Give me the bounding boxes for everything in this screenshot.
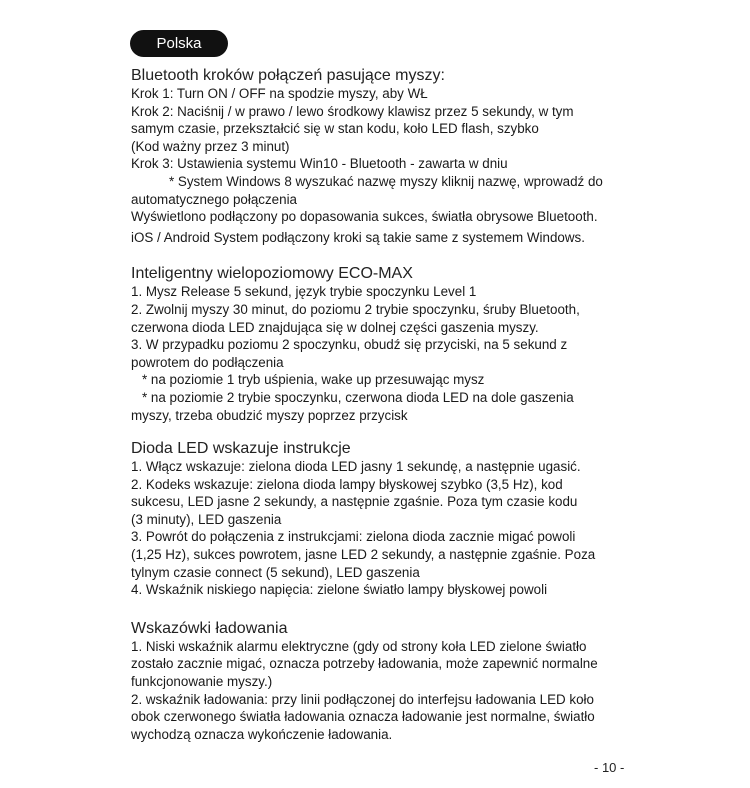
text-line: 1. Niski wskaźnik alarmu elektryczne (gdy od strony koła LED zielone światło — [131, 638, 587, 654]
text-line: Krok 3: Ustawienia systemu Win10 - Bluetooth - zawarta w dniu — [131, 156, 508, 172]
text-line: * na poziomie 2 trybie spoczynku, czerwona dioda LED na dole gaszenia — [142, 389, 574, 405]
text-line: * System Windows 8 wyszukać nazwę myszy kliknij nazwę, wprowadź do — [169, 173, 603, 189]
section-title: Inteligentny wielopoziomowy ECO-MAX — [131, 265, 413, 283]
text-line: (1,25 Hz), sukces powrotem, jasne LED 2 sekundy, a następnie zgaśnie. Poza — [131, 547, 596, 563]
text-line: Krok 1: Turn ON / OFF na spodzie myszy, aby WŁ — [131, 86, 428, 101]
page-number: - 10 - — [594, 760, 625, 775]
text-line: 2. Zwolnij myszy 30 minut, do poziomu 2 trybie spoczynku, śruby Bluetooth, — [131, 301, 580, 317]
text-line: 4. Wskaźnik niskiego napięcia: zielone światło lampy błyskowej powoli — [131, 582, 548, 598]
section-bluetooth — [131, 66, 631, 246]
text-line: czerwona dioda LED znajdująca się w dolnej części gaszenia myszy. — [131, 319, 539, 335]
text-line: Wyświetlono podłączony po dopasowania sukces, światła obrysowe Bluetooth. — [131, 209, 598, 225]
section-led-instructions — [131, 439, 631, 599]
text-line: wychodzą oznacza wykończenie ładowania. — [131, 726, 393, 742]
text-line: Krok 2: Naciśnij / w prawo / lewo środkowy klawisz przez 5 sekundy, w tym — [131, 103, 574, 119]
text-line: iOS / Android System podłączony kroki są takie same z systemem Windows. — [131, 229, 585, 245]
text-line: * na poziomie 1 tryb uśpienia, wake up przesuwając mysz — [142, 372, 485, 388]
section-title: Dioda LED wskazuje instrukcje — [131, 440, 351, 458]
text-line: 1. Mysz Release 5 sekund, język trybie spoczynku Level 1 — [131, 284, 477, 300]
text-line: obok czerwonego światła ładowania oznacza ładowanie jest normalne, światło — [131, 709, 595, 725]
text-line: (3 minuty), LED gaszenia — [131, 511, 282, 527]
text-line: 2. wskaźnik ładowania: przy linii podłączonej do interfejsu ładowania LED koło — [131, 691, 594, 707]
text-line: sukcesu, LED jasne 2 sekundy, a następnie zgaśnie. Poza tym czasie kodu — [131, 494, 578, 510]
text-line: (Kod ważny przez 3 minut) — [131, 138, 290, 154]
section-title: Wskazówki ładowania — [131, 619, 288, 637]
text-line: myszy, trzeba obudzić myszy poprzez przycisk — [131, 407, 408, 423]
text-line: 2. Kodeks wskazuje: zielona dioda lampy błyskowej szybko (3,5 Hz), kod — [131, 476, 563, 492]
text-line: automatycznego połączenia — [131, 191, 298, 207]
text-line: 3. W przypadku poziomu 2 spoczynku, obudź się przyciski, na 5 sekund z — [131, 337, 568, 353]
section-eco-max — [131, 264, 631, 424]
section-title: Bluetooth kroków połączeń pasujące myszy: — [131, 67, 445, 84]
language-badge: Polska — [130, 30, 228, 57]
text-line: funkcjonowanie myszy.) — [131, 674, 273, 690]
text-line: powrotem do podłączenia — [131, 354, 284, 370]
section-charging-tips — [131, 619, 631, 744]
text-line: 3. Powrót do połączenia z instrukcjami: zielona dioda zacznie migać powoli — [131, 529, 576, 545]
text-line: samym czasie, przekształcić się w stan kodu, koło LED flash, szybko — [131, 121, 539, 137]
manual-page — [131, 66, 631, 743]
text-line: 1. Włącz wskazuje: zielona dioda LED jasny 1 sekundę, a następnie ugasić. — [131, 459, 581, 475]
text-line: zostało zacznie migać, oznacza potrzeby ładowania, może zapewnić normalne — [131, 656, 598, 672]
text-line: tylnym czasie connect (5 sekund), LED gaszenia — [131, 564, 420, 580]
